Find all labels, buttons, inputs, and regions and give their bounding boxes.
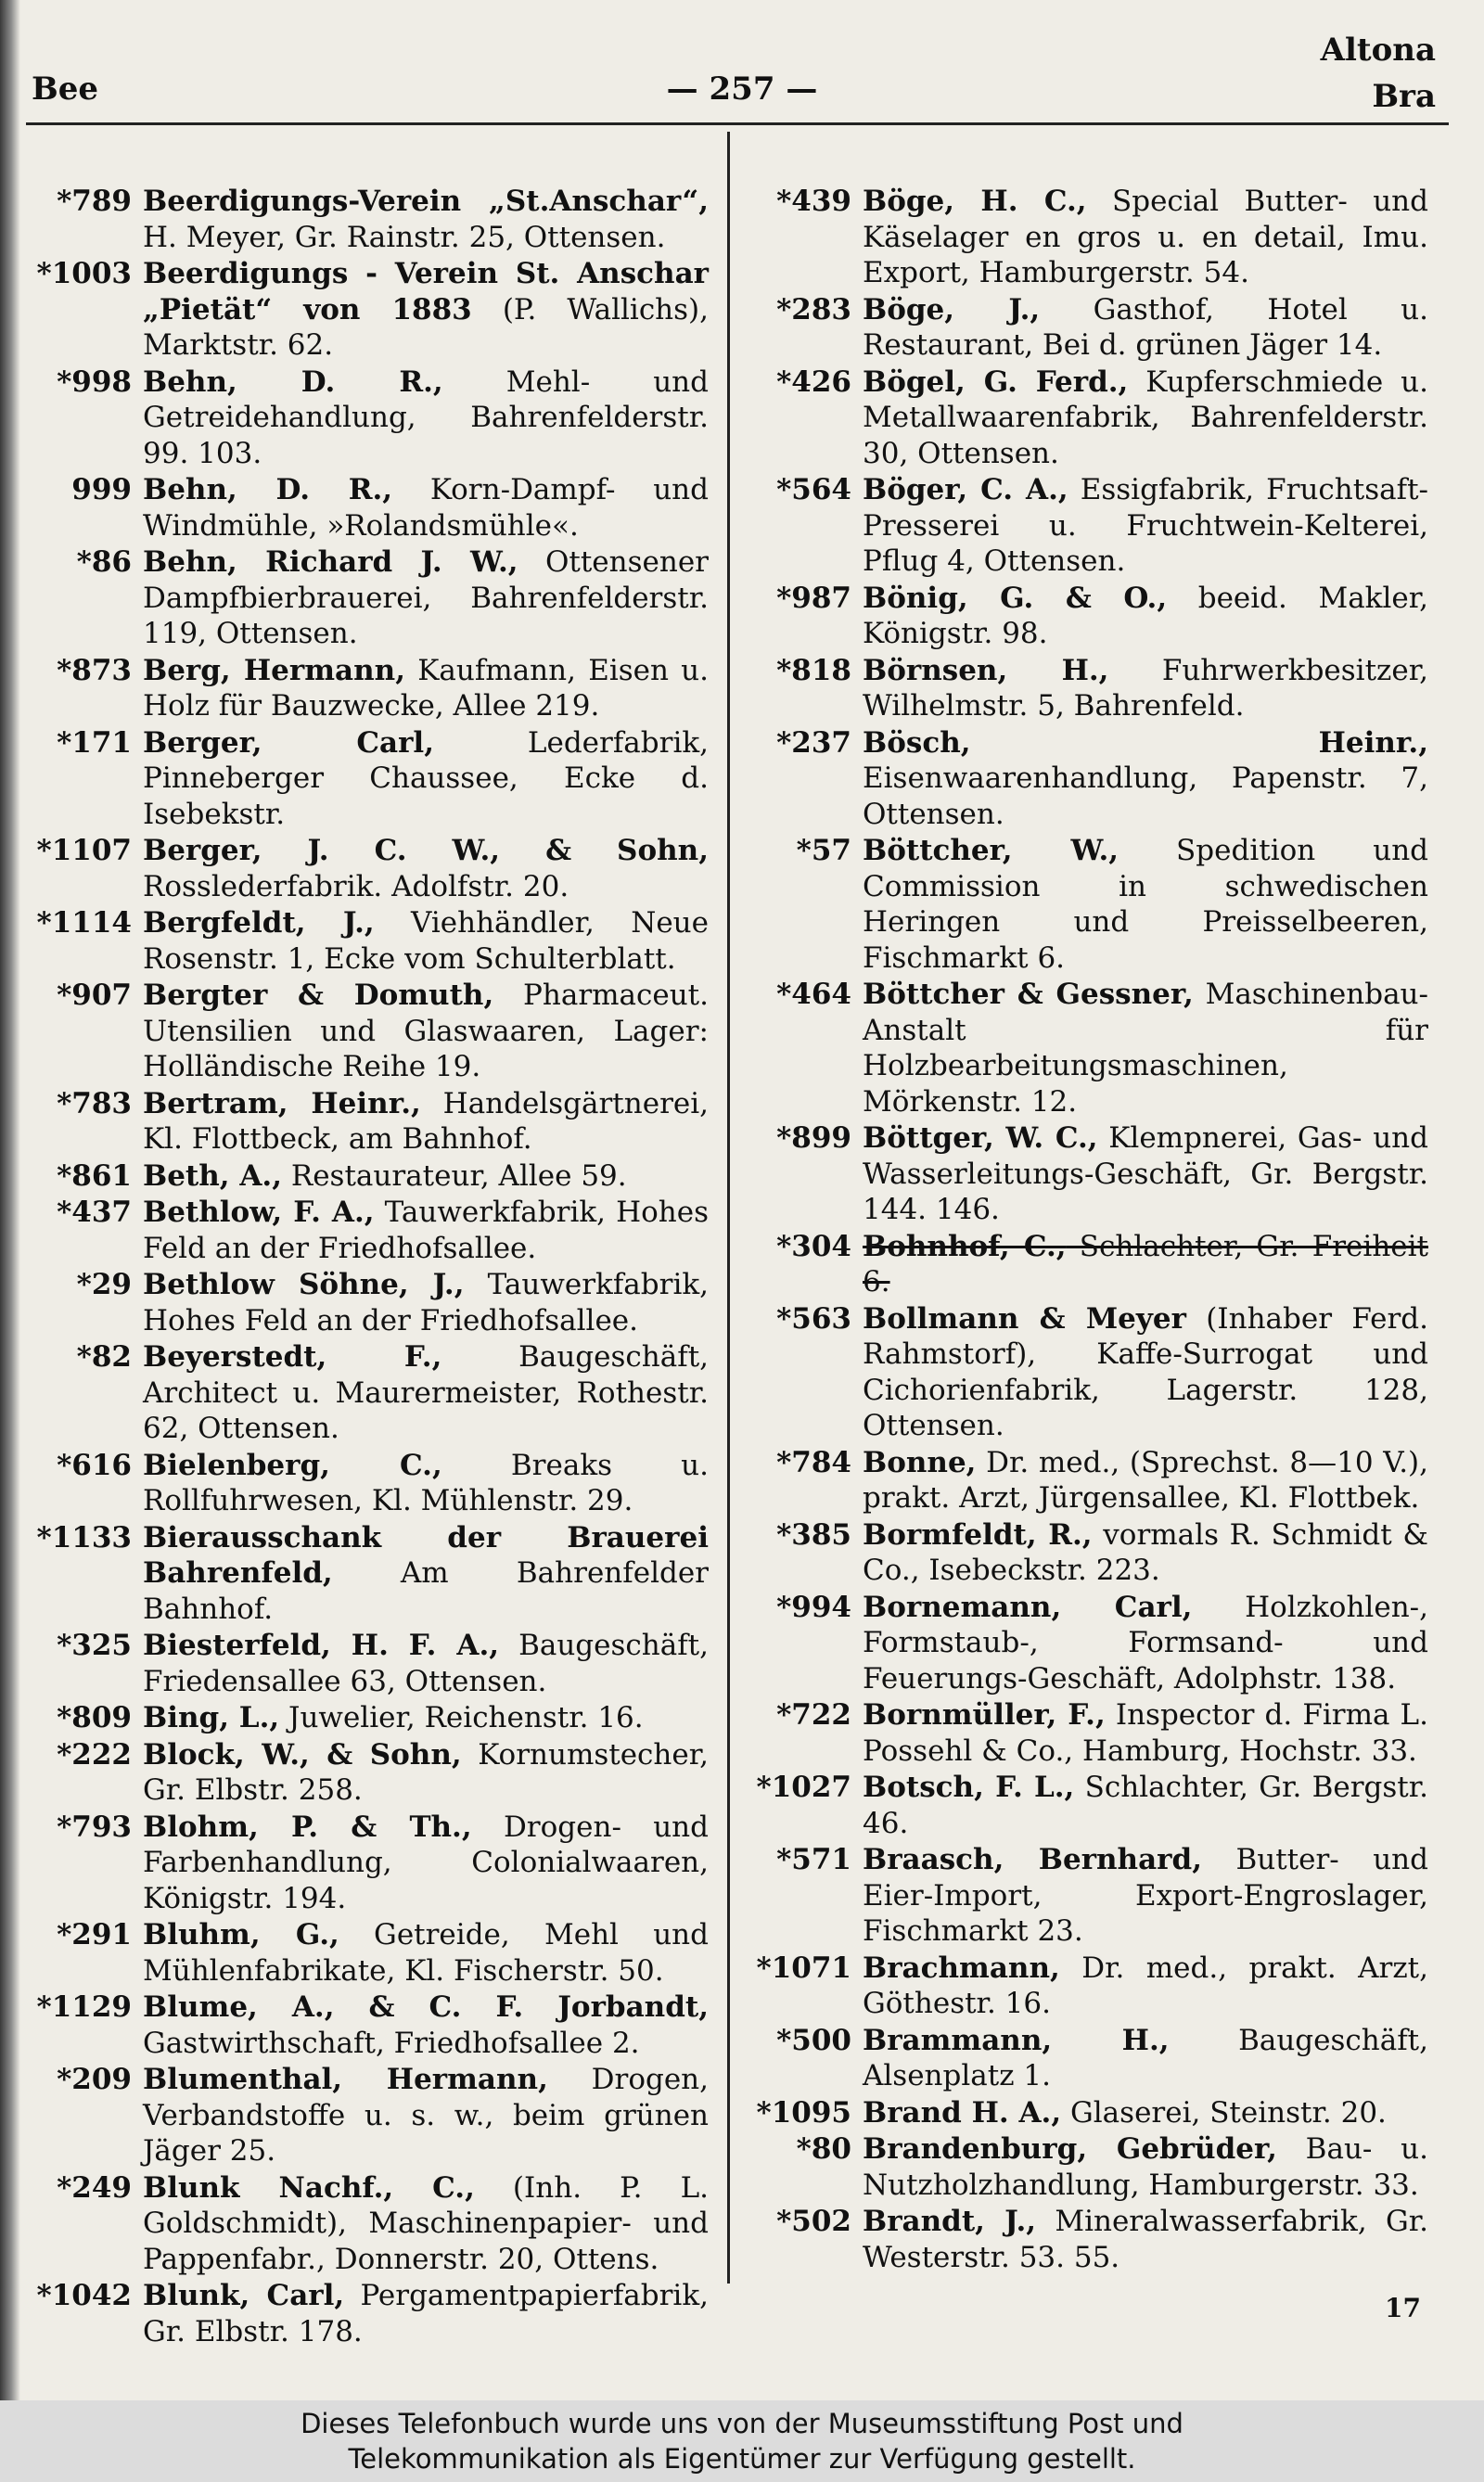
entry-phone-number: *249 — [57, 2170, 132, 2205]
entry-phone-number: *861 — [57, 1158, 132, 1193]
directory-entry — [28, 1917, 709, 1989]
directory-entry — [28, 1737, 709, 1809]
entry-name: Behn, Richard J. W., — [143, 545, 518, 579]
entry-name: Bergter & Domuth, — [143, 979, 494, 1012]
entry-details: Drogen- und Farbenhandlung, Colonialwaaren, Königstr. 194. — [143, 1810, 709, 1915]
header-left-index: Bee — [32, 70, 99, 108]
entry-phone-number: *464 — [776, 978, 851, 1011]
entry-details: Korn-Dampf- und Windmühle, »Rolandsmühle«. — [143, 473, 709, 543]
entry-name: Blunk, Carl, — [143, 2279, 345, 2312]
directory-entry — [28, 1989, 709, 2061]
entry-text — [863, 2131, 1428, 2203]
directory-entry — [736, 365, 1428, 472]
entry-name: Brammann, H., — [863, 2023, 1170, 2057]
directory-entry — [28, 2278, 709, 2349]
entry-name: Böge, J., — [863, 292, 1041, 326]
entry-text — [143, 472, 709, 544]
directory-entry — [28, 2062, 709, 2169]
entry-name: Bethlow, F. A., — [143, 1196, 375, 1229]
entry-name: Bögel, G. Ferd., — [863, 365, 1129, 399]
entry-details: Inspector d. Firma L. Possehl & Co., Hamburg, Hochstr. 33. — [863, 1698, 1428, 1768]
footer-line-2: Telekommunikation als Eigentümer zur Verfügung gestellt. — [348, 2443, 1136, 2475]
directory-entry — [28, 256, 709, 364]
entry-phone-number: *987 — [776, 581, 851, 615]
entry-phone-number: *1042 — [36, 2279, 132, 2312]
entry-text — [143, 1448, 709, 1519]
entry-details: (Inh. P. L. Goldschmidt), Maschinenpapier- und Pappenfabr., Donnerstr. 20, Ottens. — [143, 2170, 710, 2276]
entry-text — [143, 1989, 709, 2061]
entry-text — [143, 1267, 709, 1338]
entry-phone-number: *789 — [57, 185, 132, 218]
entry-name: Behn, D. R., — [143, 473, 393, 506]
directory-entry — [28, 1810, 709, 1917]
entry-text — [143, 1520, 709, 1628]
entry-phone-number: *1107 — [36, 834, 132, 867]
entry-details: Kupferschmiede u. Metallwaarenfabrik, Bahrenfelderstr. 30, Ottensen. — [863, 365, 1428, 470]
entry-details: Tauwerkfabrik, Hohes Feld an der Friedhofsallee. — [143, 1268, 709, 1337]
entry-name: Bönig, G. & O., — [863, 581, 1168, 615]
entry-text — [143, 833, 709, 904]
entry-details: Gastwirthschaft, Friedhofsallee 2. — [143, 2026, 640, 2060]
entry-details: Bau- u. Nutzholzhandlung, Hamburgerstr. 33. — [863, 2132, 1429, 2202]
directory-entry — [736, 1229, 1428, 1300]
directory-entry — [28, 1086, 709, 1158]
entry-name: Botsch, F. L., — [863, 1771, 1075, 1804]
entry-details: Pergamentpapierfabrik, Gr. Elbstr. 178. — [143, 2279, 709, 2348]
entry-phone-number: *1095 — [756, 2095, 851, 2130]
page-binding-edge — [0, 0, 20, 2400]
entry-text — [143, 544, 709, 652]
entry-details: Holzkohlen-, Formstaub-, Formsand- und Feuerungs-Geschäft, Adolphstr. 138. — [863, 1590, 1428, 1695]
entry-phone-number: *437 — [57, 1196, 132, 1229]
entry-phone-number: *571 — [776, 1843, 851, 1876]
entry-name: Börnsen, H., — [863, 653, 1109, 687]
entry-text — [863, 1229, 1428, 1300]
directory-entry — [736, 2095, 1428, 2131]
entry-text — [863, 1951, 1428, 2022]
directory-entry — [28, 1700, 709, 1736]
entry-phone-number: *994 — [776, 1590, 851, 1624]
entry-details: Essigfabrik, Fruchtsaft-Presserei u. Fruchtwein-Kelterei, Pflug 4, Ottensen. — [863, 473, 1428, 578]
entry-text — [863, 725, 1428, 833]
right-column — [736, 184, 1428, 2276]
directory-entry — [28, 833, 709, 904]
entry-details: Drogen, Verbandstoffe u. s. w., beim grünen Jäger 25. — [143, 2063, 709, 2168]
entry-text — [143, 1810, 709, 1917]
directory-entry — [28, 653, 709, 724]
entry-phone-number: *809 — [57, 1701, 132, 1734]
entry-details: Schlachter, Gr. Bergstr. 46. — [863, 1771, 1428, 1840]
entry-text — [143, 1700, 709, 1736]
entry-text — [143, 1628, 709, 1699]
directory-entry — [736, 1951, 1428, 2022]
entry-name: Beerdigungs-Verein „St.Anschar“, — [143, 185, 709, 218]
entry-phone-number: *899 — [776, 1121, 851, 1155]
entry-details: Breaks u. Rollfuhrwesen, Kl. Mühlenstr. 29. — [143, 1448, 709, 1517]
entry-text — [863, 653, 1428, 724]
entry-name: Brandt, J., — [863, 2205, 1037, 2238]
directory-entry — [28, 1158, 709, 1195]
entry-name: Beth, A., — [143, 1158, 283, 1193]
entry-name: Bethlow Söhne, J., — [143, 1268, 465, 1301]
entry-name: Braasch, Bernhard, — [863, 1843, 1202, 1876]
directory-entry — [28, 1520, 709, 1628]
entry-text — [143, 2278, 709, 2349]
entry-phone-number: *291 — [57, 1918, 132, 1951]
entry-name: Brachmann, — [863, 1951, 1060, 1985]
directory-entry — [28, 1339, 709, 1447]
header-rule — [26, 122, 1449, 125]
entry-name: Brandenburg, Gebrüder, — [863, 2132, 1277, 2166]
entry-details: Tauwerkfabrik, Hohes Feld an der Friedhofsallee. — [143, 1196, 709, 1265]
directory-entry — [736, 184, 1428, 291]
entry-text — [143, 1086, 709, 1158]
entry-details: Juwelier, Reichenstr. 16. — [279, 1701, 644, 1734]
entry-text — [143, 365, 709, 472]
entry-details: Ottensener Dampfbierbrauerei, Bahrenfelderstr. 119, Ottensen. — [143, 545, 709, 650]
entry-text — [143, 978, 709, 1085]
directory-entry — [28, 725, 709, 833]
entry-details: (P. Wallichs), Marktstr. 62. — [143, 292, 710, 362]
entry-text — [863, 1697, 1428, 1769]
entry-name: Brand H. A., — [863, 2095, 1062, 2130]
entry-phone-number: *818 — [776, 653, 851, 687]
entry-text — [143, 653, 709, 724]
directory-entry — [28, 905, 709, 977]
entry-details: Glaserei, Steinstr. 20. — [1061, 2095, 1387, 2130]
entry-name: Bing, L., — [143, 1701, 280, 1734]
entry-text — [863, 1842, 1428, 1950]
entry-details: Baugeschäft, Alsenplatz 1. — [863, 2023, 1428, 2092]
entry-text — [863, 833, 1428, 976]
directory-entry — [736, 977, 1428, 1119]
entry-phone-number: *283 — [776, 292, 851, 326]
entry-details: Pharmaceut. Utensilien und Glaswaaren, Lager: Holländische Reihe 19. — [143, 979, 709, 1083]
entry-name: Berger, J. C. W., & Sohn, — [143, 834, 709, 867]
directory-entry — [736, 472, 1428, 580]
entry-text — [143, 2062, 709, 2169]
entry-phone-number: *907 — [57, 979, 132, 1012]
entry-name: Bielenberg, C., — [143, 1448, 442, 1482]
entry-text — [863, 1445, 1428, 1516]
entry-phone-number: *29 — [76, 1268, 132, 1301]
entry-details: Schlachter, Gr. Freiheit 6. — [863, 1229, 1428, 1299]
entry-details: Butter- und Eier-Import, Export-Engroslager, Fischmarkt 23. — [863, 1843, 1428, 1948]
entry-text — [863, 1120, 1428, 1228]
directory-entry — [28, 978, 709, 1085]
directory-entry — [736, 2204, 1428, 2275]
directory-entry — [28, 1628, 709, 1699]
entry-details: Getreide, Mehl und Mühlenfabrikate, Kl. Fischerstr. 50. — [143, 1918, 709, 1988]
directory-entry — [736, 1301, 1428, 1444]
entry-name: Böttcher, W., — [863, 834, 1119, 867]
directory-entry — [736, 1590, 1428, 1697]
entry-phone-number: *304 — [776, 1229, 851, 1263]
entry-name: Beerdigungs - Verein St. Anschar „Pietät“ von 1883 — [143, 257, 709, 326]
sheet-number: 17 — [1385, 2293, 1421, 2323]
entry-phone-number: *57 — [796, 834, 851, 867]
entry-phone-number: *237 — [776, 725, 851, 760]
entry-name: Böttcher & Gessner, — [863, 978, 1194, 1011]
directory-entry — [736, 2023, 1428, 2094]
entry-details: Mehl- und Getreidehandlung, Bahrenfelderstr. 99. 103. — [143, 365, 709, 470]
entry-details: Klempnerei, Gas- und Wasserleitungs-Geschäft, Gr. Bergstr. 144. 146. — [863, 1121, 1428, 1226]
entry-details: Eisenwaarenhandlung, Papenstr. 7, Ottensen. — [863, 761, 1428, 831]
entry-phone-number: *564 — [776, 473, 851, 506]
footer-notice — [0, 2400, 1484, 2482]
entry-details: Kaufmann, Eisen u. Holz für Bauzwecke, Allee 219. — [143, 653, 710, 723]
entry-details: Kornumstecher, Gr. Elbstr. 258. — [143, 1737, 709, 1807]
entry-name: Blunk Nachf., C., — [143, 2170, 475, 2205]
entry-phone-number: *873 — [57, 653, 132, 687]
header-city: Altona — [1320, 32, 1436, 69]
entry-text — [143, 1917, 709, 1989]
directory-entry — [28, 365, 709, 472]
entry-text — [143, 725, 709, 833]
entry-phone-number: *1003 — [36, 257, 132, 290]
entry-name: Böttger, W. C., — [863, 1121, 1098, 1155]
entry-details: Dr. med., prakt. Arzt, Göthestr. 16. — [863, 1951, 1428, 2020]
entry-name: Block, W., & Sohn, — [143, 1737, 462, 1772]
entry-text — [143, 905, 709, 977]
entry-phone-number: *784 — [776, 1445, 851, 1479]
column-divider — [727, 132, 730, 2284]
directory-entry — [736, 1445, 1428, 1516]
entry-details: (Inhaber Ferd. Rahmstorf), Kaffe-Surrogat und Cichorienfabrik, Lagerstr. 128, Ottensen. — [863, 1301, 1428, 1442]
entry-details: beeid. Makler, Königstr. 98. — [863, 581, 1428, 650]
directory-entry — [28, 1448, 709, 1519]
entry-text — [143, 1158, 709, 1195]
entry-phone-number: *783 — [57, 1086, 132, 1120]
directory-entry — [736, 1120, 1428, 1228]
entry-name: Behn, D. R., — [143, 365, 443, 399]
entry-details: Baugeschäft, Architect u. Maurermeister, Rothestr. 62, Ottensen. — [143, 1340, 710, 1445]
entry-details: Am Bahrenfelder Bahnhof. — [143, 1556, 709, 1626]
entry-phone-number: *502 — [776, 2205, 851, 2238]
header-page-number: — 257 — — [666, 70, 818, 108]
directory-entry — [736, 2131, 1428, 2203]
entry-phone-number: *325 — [57, 1629, 132, 1662]
directory-entry — [28, 544, 709, 652]
entry-text — [863, 581, 1428, 652]
entry-details: H. Meyer, Gr. Rainstr. 25, Ottensen. — [143, 220, 666, 254]
entry-name: Bergfeldt, J., — [143, 906, 375, 940]
entry-text — [863, 292, 1428, 364]
entry-text — [863, 1517, 1428, 1589]
entry-phone-number: *1027 — [756, 1771, 851, 1804]
entry-phone-number: *439 — [776, 185, 851, 218]
entry-phone-number: *209 — [57, 2063, 132, 2096]
entry-phone-number: *222 — [57, 1737, 132, 1772]
entry-text — [863, 365, 1428, 472]
entry-phone-number: *426 — [776, 365, 851, 399]
directory-entry — [736, 292, 1428, 364]
entry-phone-number: *563 — [776, 1301, 851, 1336]
entry-phone-number: *616 — [57, 1448, 132, 1482]
entry-details: Dr. med., (Sprechst. 8—10 V.), prakt. Arzt, Jürgensallee, Kl. Flottbek. — [863, 1445, 1428, 1515]
entry-text — [143, 1195, 709, 1266]
entry-name: Bösch, Heinr., — [863, 725, 1428, 760]
entry-name: Bollmann & Meyer — [863, 1301, 1186, 1336]
entry-name: Bluhm, G., — [143, 1918, 339, 1951]
directory-entry — [736, 833, 1428, 976]
entry-name: Bierausschank der Brauerei Bahrenfeld, — [143, 1520, 709, 1590]
entry-phone-number: *1133 — [36, 1520, 132, 1554]
entry-phone-number: *385 — [776, 1517, 851, 1552]
directory-entry — [736, 1770, 1428, 1841]
directory-entry — [736, 1842, 1428, 1950]
entry-phone-number: 999 — [71, 473, 132, 506]
entry-details: Viehhändler, Neue Rosenstr. 1, Ecke vom Schulterblatt. — [143, 906, 709, 976]
entry-name: Bonne, — [863, 1445, 977, 1479]
entry-phone-number: *86 — [76, 545, 132, 579]
entry-name: Böger, C. A., — [863, 473, 1068, 506]
entry-details: Spedition und Commission in schwedischen Heringen und Preisselbeeren, Fischmarkt 6. — [863, 834, 1429, 975]
directory-entry — [736, 725, 1428, 833]
entry-phone-number: *1114 — [36, 906, 132, 940]
entry-details: vormals R. Schmidt & Co., Isebeckstr. 223. — [863, 1517, 1428, 1587]
entry-phone-number: *500 — [776, 2023, 851, 2057]
entry-details: Mineralwasserfabrik, Gr. Westerstr. 53. 55. — [863, 2205, 1428, 2274]
entry-phone-number: *793 — [57, 1810, 132, 1844]
entry-details: Restaurateur, Allee 59. — [282, 1158, 627, 1193]
directory-entry — [28, 1267, 709, 1338]
entry-text — [863, 1590, 1428, 1697]
entry-details: Lederfabrik, Pinneberger Chaussee, Ecke d. Isebekstr. — [143, 725, 710, 831]
entry-text — [143, 1339, 709, 1447]
entry-phone-number: *82 — [76, 1340, 132, 1374]
entry-text — [863, 977, 1428, 1119]
entry-phone-number: *722 — [776, 1698, 851, 1732]
entry-text — [863, 2095, 1428, 2131]
entry-phone-number: *80 — [796, 2132, 851, 2166]
entry-details: Fuhrwerkbesitzer, Wilhelmstr. 5, Bahrenfeld. — [863, 653, 1428, 723]
entry-name: Böge, H. C., — [863, 185, 1087, 218]
directory-entry — [28, 184, 709, 255]
entry-text — [863, 184, 1428, 291]
entry-name: Beyerstedt, F., — [143, 1340, 442, 1374]
entry-details: Rosslederfabrik. Adolfstr. 20. — [143, 869, 569, 903]
entry-name: Blume, A., & C. F. Jorbandt, — [143, 1990, 709, 2024]
entry-text — [143, 184, 709, 255]
entry-name: Bormfeldt, R., — [863, 1517, 1093, 1552]
directory-entry — [736, 653, 1428, 724]
entry-text — [143, 1737, 709, 1809]
entry-name: Bornmüller, F., — [863, 1698, 1106, 1732]
entry-text — [143, 256, 709, 364]
entry-name: Berg, Hermann, — [143, 653, 405, 687]
entry-name: Blohm, P. & Th., — [143, 1810, 472, 1844]
entry-text — [143, 2170, 709, 2278]
entry-details: Handelsgärtnerei, Kl. Flottbeck, am Bahnhof. — [143, 1086, 709, 1156]
entry-phone-number: *1129 — [36, 1990, 132, 2024]
left-column — [28, 184, 709, 2350]
entry-name: Berger, Carl, — [143, 725, 435, 760]
entry-text — [863, 1770, 1428, 1841]
entry-details: Baugeschäft, Friedensallee 63, Ottensen. — [143, 1629, 709, 1698]
entry-text — [863, 472, 1428, 580]
entry-phone-number: *998 — [57, 365, 132, 399]
entry-phone-number: *171 — [57, 725, 132, 760]
entry-name: Bornemann, Carl, — [863, 1590, 1193, 1624]
header-right-index: Bra — [1372, 78, 1436, 115]
entry-text — [863, 2204, 1428, 2275]
directory-entry — [28, 2170, 709, 2278]
entry-details: Special Butter- und Käselager en gros u. en detail, Imu. Export, Hamburgerstr. 54. — [863, 185, 1428, 289]
directory-entry — [28, 472, 709, 544]
entry-details: Gasthof, Hotel u. Restaurant, Bei d. grünen Jäger 14. — [863, 292, 1428, 362]
entry-name: Biesterfeld, H. F. A., — [143, 1629, 500, 1662]
entry-name: Blumenthal, Hermann, — [143, 2063, 548, 2096]
entry-name: Bohnhof, C., — [863, 1229, 1067, 1263]
directory-entry — [736, 581, 1428, 652]
entry-text — [863, 2023, 1428, 2094]
entry-phone-number: *1071 — [756, 1951, 851, 1985]
entry-name: Bertram, Heinr., — [143, 1086, 421, 1120]
entry-details: Maschinenbau-Anstalt für Holzbearbeitungsmaschinen, Mörkenstr. 12. — [863, 978, 1428, 1119]
directory-entry — [736, 1517, 1428, 1589]
footer-line-1: Dieses Telefonbuch wurde uns von der Museumsstiftung Post und — [301, 2408, 1183, 2439]
directory-entry — [28, 1195, 709, 1266]
entry-text — [863, 1301, 1428, 1444]
directory-entry — [736, 1697, 1428, 1769]
